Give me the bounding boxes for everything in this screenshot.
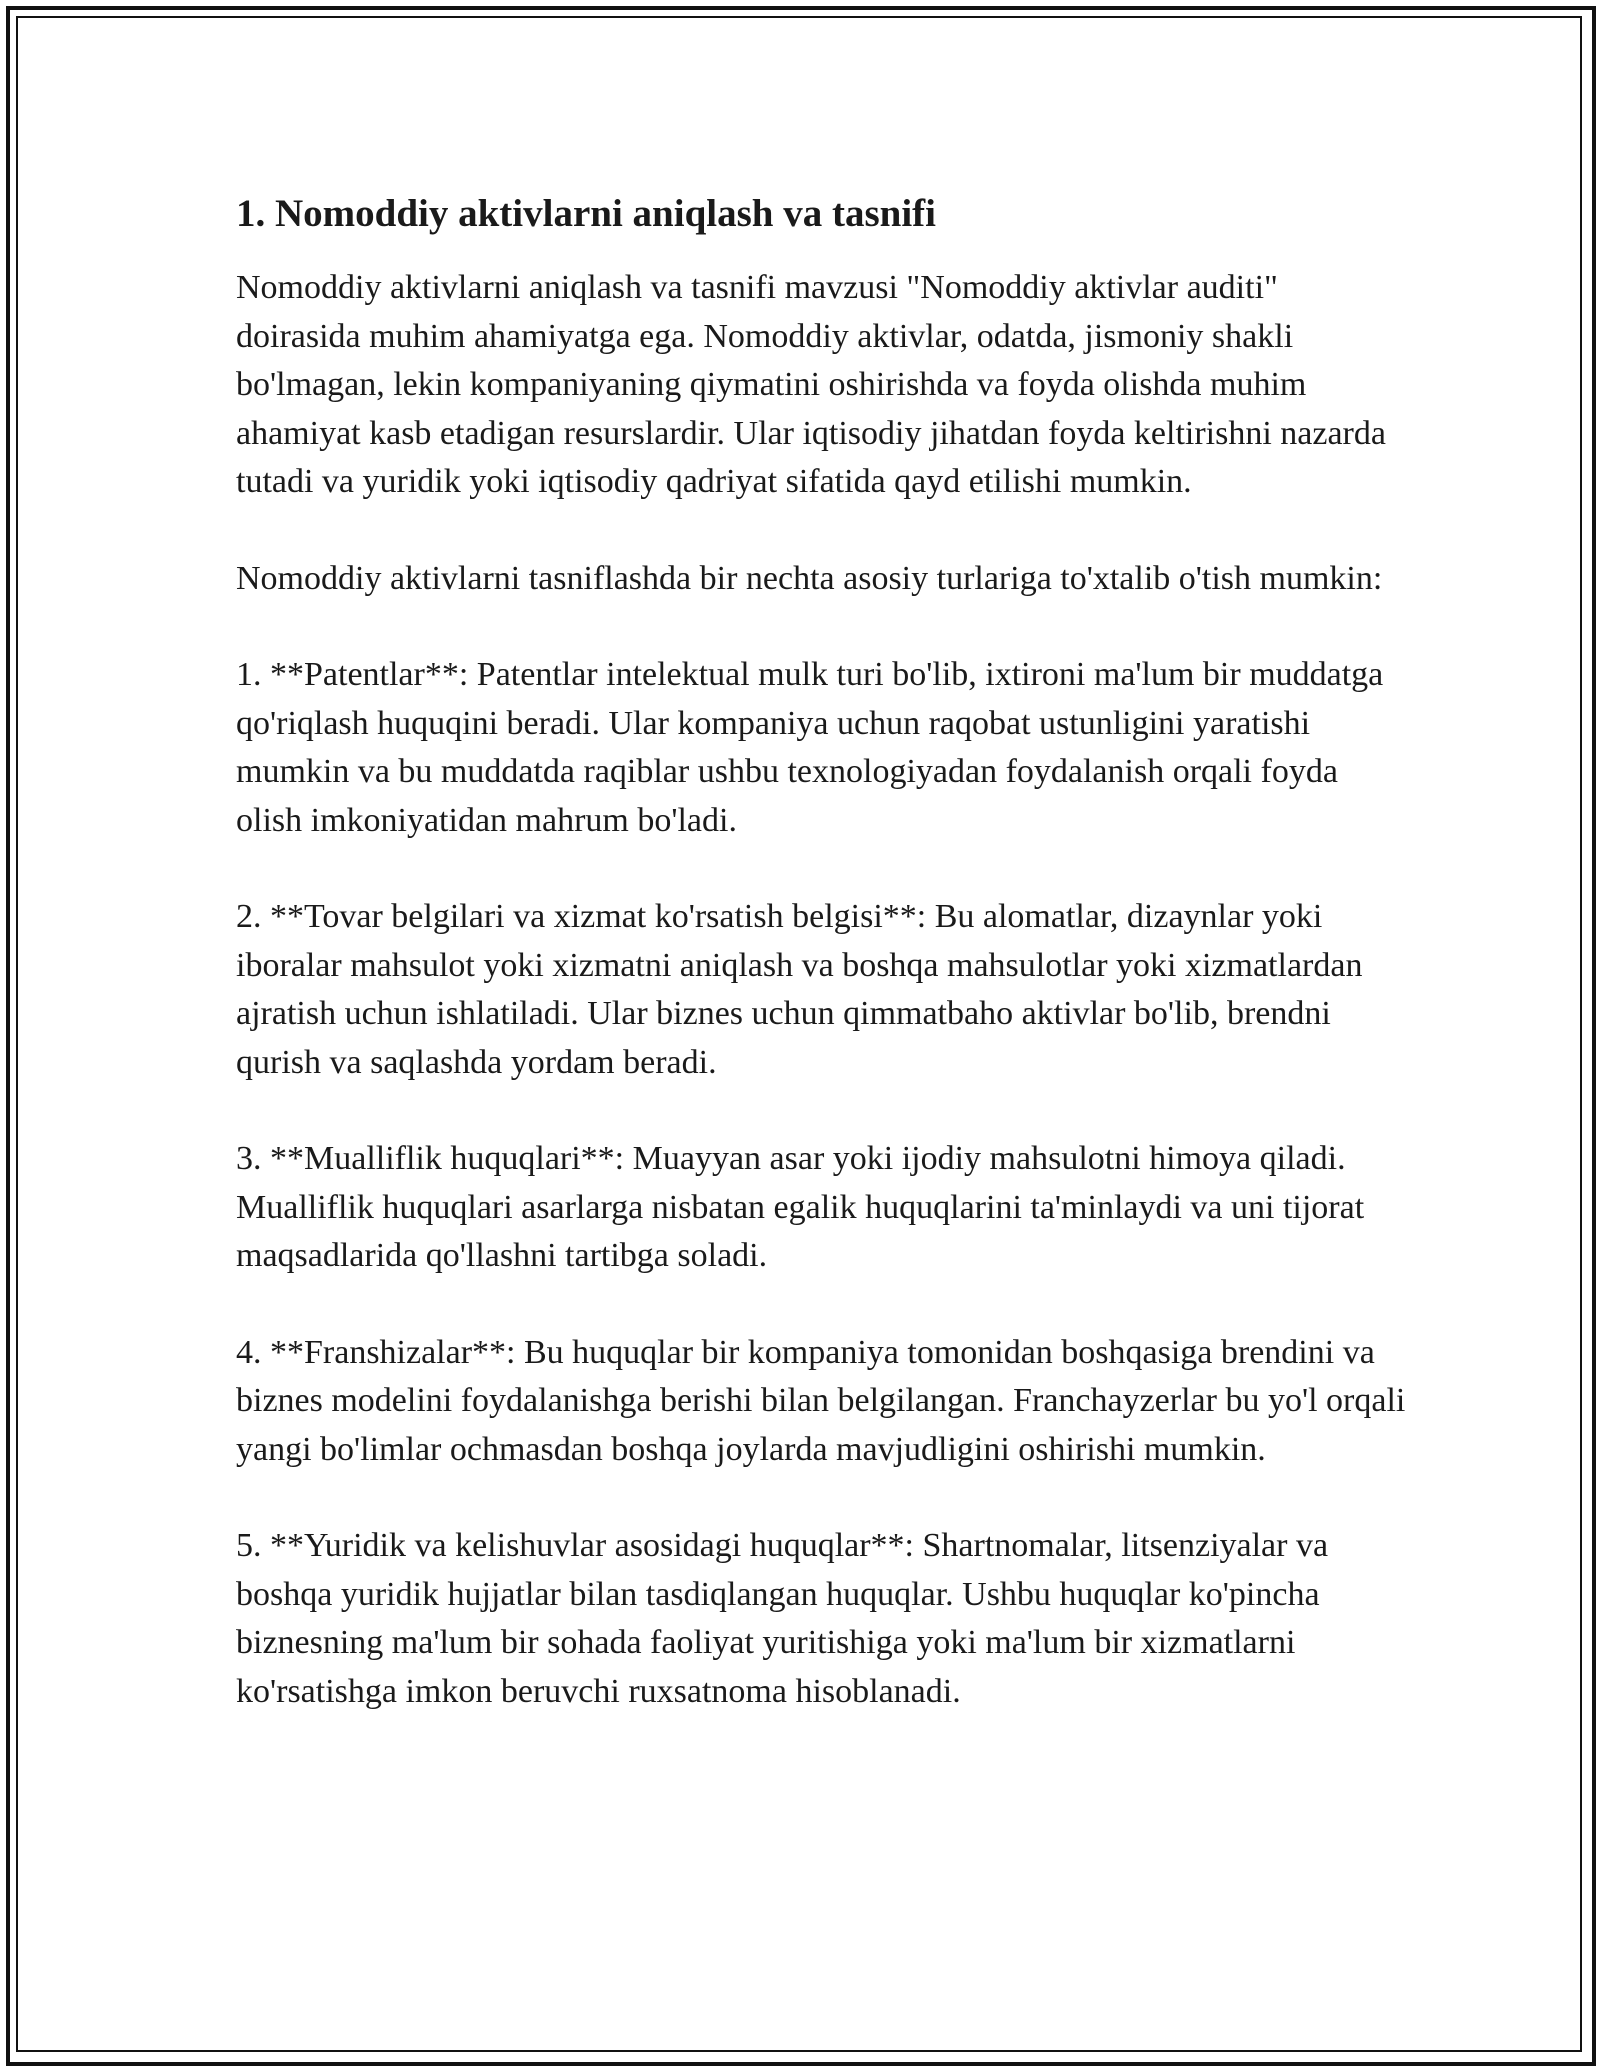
list-item-trademarks: 2. **Tovar belgilari va xizmat ko'rsatish belgisi**: Bu alomatlar, dizaynlar yoki iboralar mahsulot yoki xizmatni aniqlash va boshqa mahsulotlar yoki xizmatlardan ajratish uchun ishlatiladi. Ular biznes uchun qimmatbaho aktivlar bo'lib, brendni qurish va saqlashda yordam beradi.	[236, 898, 1363, 1081]
intro-paragraph: Nomoddiy aktivlarni aniqlash va tasnifi mavzusi "Nomoddiy aktivlar auditi" doirasida muhim ahamiyatga ega. Nomoddiy aktivlar, odatda, jismoniy shakli bo'lmagan, lekin kompaniyaning qiymatini oshirishda va foyda olishda muhim ahamiyat kasb etadigan resurslardir. Ular iqtisodiy jihatdan foyda keltirishni nazarda tutadi va yuridik yoki iqtisodiy qadriyat sifatida qayd etilishi mumkin.	[236, 269, 1386, 500]
list-item-copyrights: 3. **Mualliflik huquqlari**: Muayyan asar yoki ijodiy mahsulotni himoya qiladi. Mualliflik huquqlari asarlarga nisbatan egalik huquqlarini ta'minlaydi va uni tijorat maqsadlarida qo'llashni tartibga soladi.	[236, 1140, 1365, 1274]
section-heading: 1. Nomoddiy aktivlarni aniqlash va tasnifi	[236, 192, 936, 235]
list-item-franchises: 4. **Franshizalar**: Bu huquqlar bir kompaniya tomonidan boshqasiga brendini va biznes modelini foydalanishga berishi bilan belgilangan. Franchayzerlar bu yo'l orqali yangi bo'limlar ochmasdan boshqa joylarda mavjudligini oshirishi mumkin.	[236, 1333, 1406, 1468]
classification-intro-paragraph: Nomoddiy aktivlarni tasniflashda bir nechta asosiy turlariga to'xtalib o'tish mumkin:	[236, 559, 1383, 597]
list-item-patents: 1. **Patentlar**: Patentlar intelektual mulk turi bo'lib, ixtironi ma'lum bir muddatga qo'riqlash huquqini beradi. Ular kompaniya uchun raqobat ustunligini yaratishi mumkin va bu muddatda raqiblar ushbu texnologiyadan foydalanish orqali foyda olish imkoniyatidan mahrum bo'ladi.	[236, 656, 1384, 839]
document-body	[236, 186, 1406, 1764]
list-item-legal-rights: 5. **Yuridik va kelishuvlar asosidagi huquqlar**: Shartnomalar, litsenziyalar va boshqa yuridik hujjatlar bilan tasdiqlangan huquqlar. Ushbu huquqlar ko'pincha biznesning ma'lum bir sohada faoliyat yuritishiga yoki ma'lum bir xizmatlarni ko'rsatishga imkon beruvchi ruxsatnoma hisoblanadi.	[236, 1527, 1329, 1710]
